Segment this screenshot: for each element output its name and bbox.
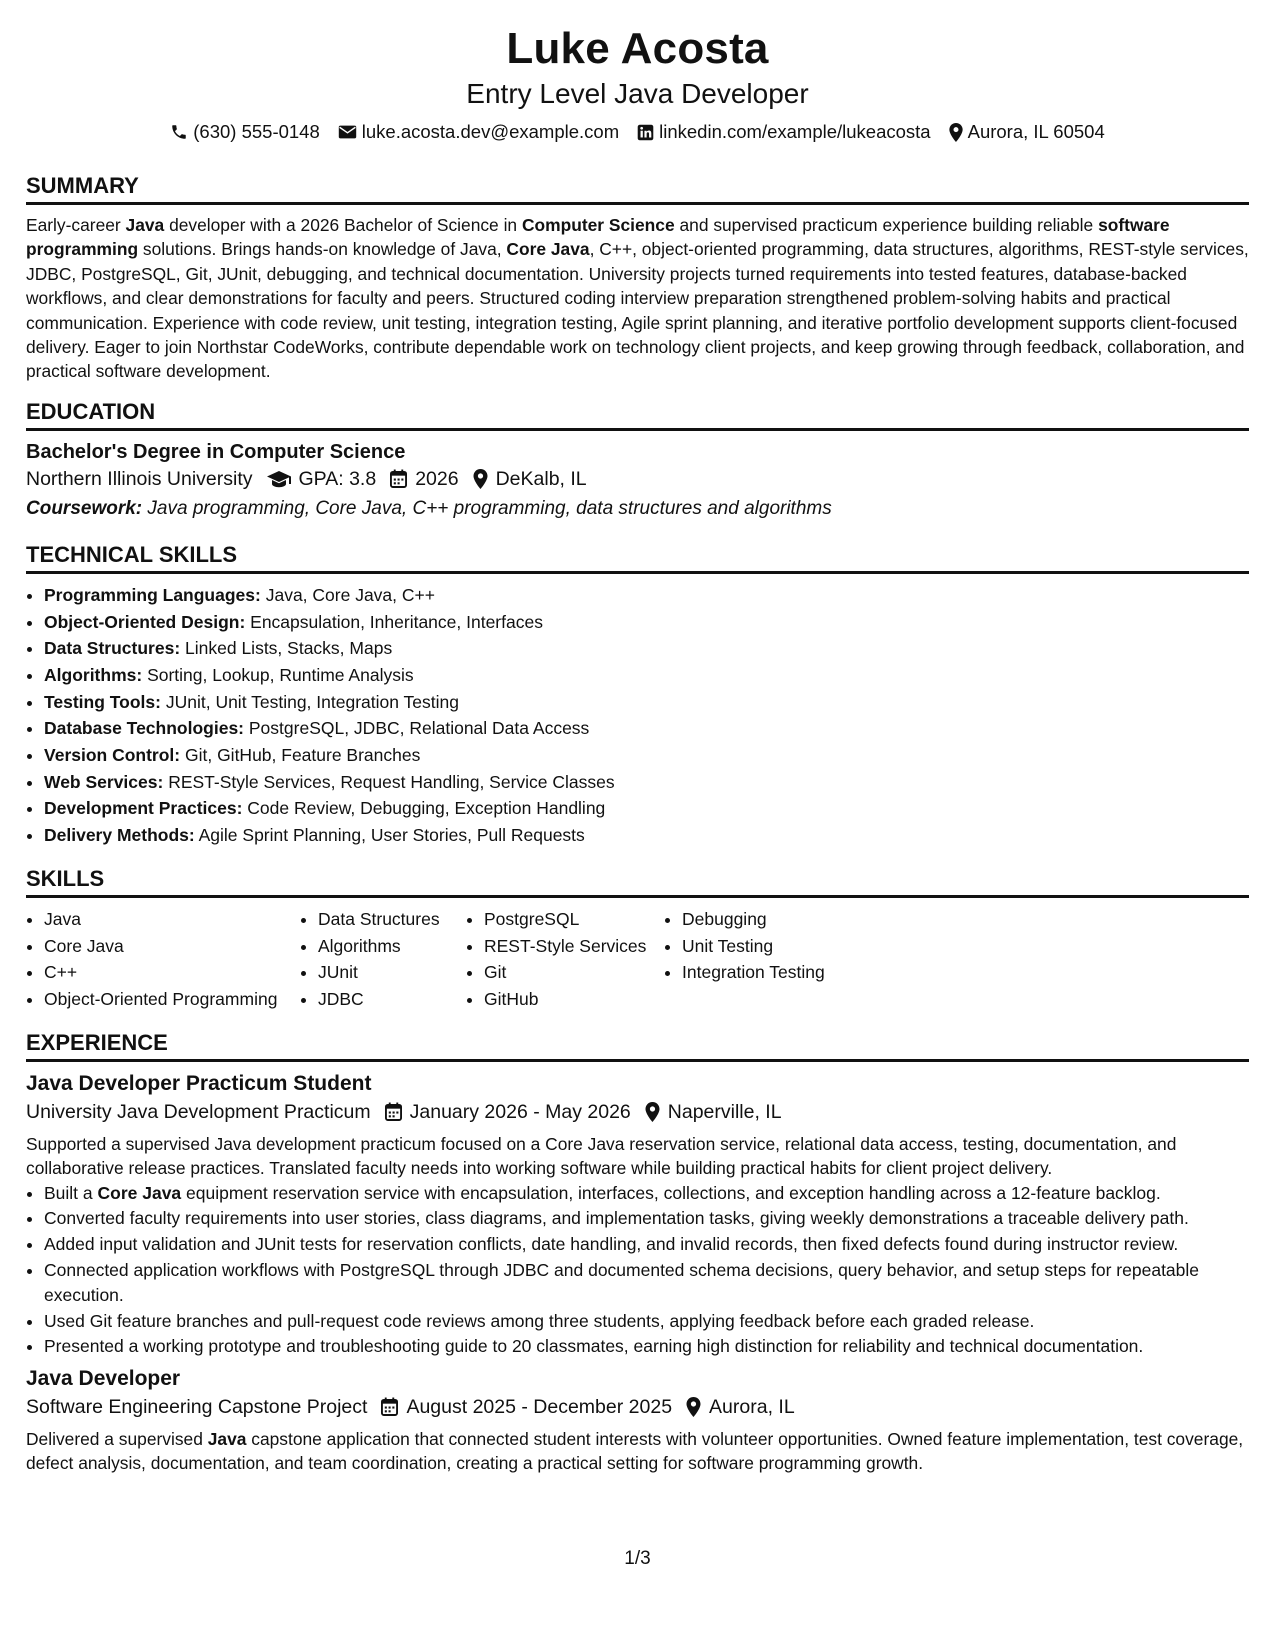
skills-column [664,906,882,1013]
contact-bar [26,120,1249,144]
education-heading: EDUCATION [26,398,1249,431]
list-item: • Java [44,906,300,933]
job-meta [26,1393,1249,1421]
job-description [26,1427,1249,1476]
emphasis-text: Java [125,215,165,235]
list-item [44,742,1249,769]
job-dates: January 2026 - May 2026 [409,1100,631,1123]
skill-category: Data Structures: [44,638,181,659]
text-run: Presented a working prototype and troubleshooting guide to 20 classmates, earning high distinction for reliability and technical documentation. [44,1336,1144,1357]
list-item [44,1181,1249,1205]
list-item [44,609,1249,636]
emphasis-text: Core Java [97,1182,182,1203]
linkedin-icon [637,124,654,141]
text-run: Supported a supervised Java development practicum focused on a Core Java reservation service, relational data access, testing, documentation, and collaborative release practices. Translated faculty needs into working software while building practical habits for client project delivery. [26,1133,1177,1179]
contact-linkedin-text: linkedin.com/example/lukeacosta [659,121,931,142]
coursework-text: Java programming, Core Java, C++ programming, data structures and algorithms [142,497,832,519]
emphasis-text: Java [207,1428,247,1449]
map-pin-icon [645,1102,660,1122]
contact-location-text: Aurora, IL 60504 [967,121,1105,142]
list-item [44,1232,1249,1256]
gpa-value: GPA: 3.8 [298,467,377,490]
contact-email-text: luke.acosta.dev@example.com [361,121,620,142]
text-run: developer with a 2026 Bachelor of Science in [164,215,522,235]
list-item [44,822,1249,849]
text-run: Early-career [26,215,126,235]
job-entry [26,1365,1249,1476]
list-item [44,1206,1249,1230]
list-item: • Git [484,959,664,986]
list-item: • REST-Style Services [484,933,664,960]
emphasis-text: Core Java [506,239,590,260]
skills-column [300,906,466,1013]
degree-title: Bachelor's Degree in Computer Science [26,440,406,463]
contact-linkedin[interactable] [637,120,930,144]
job-entry [26,1070,1249,1359]
list-item: • C++ [44,959,300,986]
emphasis-text: software programming [26,215,1170,260]
skill-values: Linked Lists, Stacks, Maps [180,638,393,659]
text-run: and supervised practicum experience building reliable [674,215,1099,235]
experience-heading: EXPERIENCE [26,1029,1249,1062]
skill-category: Development Practices: [44,798,243,819]
skill-category: Database Technologies: [44,718,245,739]
list-item [44,635,1249,662]
text-run: Added input validation and JUnit tests for reservation conflicts, date handling, and invalid records, then fixed defects found during instructor review. [44,1234,1179,1255]
list-item: • PostgreSQL [484,906,664,933]
job-bullets [26,1181,1249,1359]
list-item [44,795,1249,822]
job-location: Naperville, IL [667,1100,782,1123]
list-item: • Object-Oriented Programming [44,986,300,1013]
contact-phone-text: (630) 555-0148 [193,121,320,142]
calendar-icon [390,469,407,488]
technical-skills-section [26,541,1249,849]
technical-skills-heading: TECHNICAL SKILLS [26,541,1249,574]
job-dates: August 2025 - December 2025 [406,1395,673,1418]
skill-category: Web Services: [44,771,164,792]
contact-location [949,120,1105,144]
education-meta [26,465,1249,493]
job-description [26,1132,1249,1181]
job-organization: University Java Development Practicum [26,1100,371,1123]
skills-grid [26,906,1249,1013]
job-meta [26,1098,1249,1126]
list-item [44,689,1249,716]
calendar-icon [385,1102,402,1121]
skill-values: JUnit, Unit Testing, Integration Testing [160,691,459,712]
skill-values: REST-Style Services, Request Handling, Service Classes [163,771,615,792]
candidate-title: Entry Level Java Developer [466,78,809,109]
contact-phone[interactable] [170,120,320,144]
skills-heading: SKILLS [26,865,1249,898]
emphasis-text: Computer Science [521,215,675,235]
phone-icon [170,123,188,141]
summary-heading: SUMMARY [26,172,1249,205]
job-title: Java Developer [26,1366,181,1390]
list-item [44,582,1249,609]
skill-category: Version Control: [44,745,181,766]
graduation-cap-icon [267,470,291,488]
text-run: equipment reservation service with encapsulation, interfaces, collections, and exception handling across a 12-feature backlog. [181,1182,1161,1203]
skill-values: Code Review, Debugging, Exception Handling [242,798,606,819]
text-run: solutions. Brings hands-on knowledge of Java, [138,239,507,260]
calendar-icon [381,1397,398,1416]
education-section [26,398,1249,523]
skills-section [26,865,1249,1013]
school-name: Northern Illinois University [26,467,253,490]
page-number: 1/3 [624,1548,651,1569]
text-run: capstone application that connected student interests with volunteer opportunities. Owned feature implementation, test coverage, defect analysis, documentation, and team coordination, creating a practical setting for software programming growth. [26,1428,1244,1474]
list-item: • Unit Testing [682,933,882,960]
contact-email[interactable] [338,120,619,144]
job-title: Java Developer Practicum Student [26,1071,372,1095]
list-item: • JDBC [318,986,466,1013]
summary-section [26,172,1249,384]
skill-category: Object-Oriented Design: [44,611,246,632]
graduation-year: 2026 [415,467,459,490]
list-item [44,1334,1249,1358]
job-organization: Software Engineering Capstone Project [26,1395,368,1418]
technical-skills-list [26,582,1249,849]
map-pin-icon [949,123,963,142]
job-location: Aurora, IL [709,1395,795,1418]
candidate-name: Luke Acosta [506,24,769,73]
skills-column [466,906,664,1013]
map-pin-icon [686,1397,701,1417]
skill-values: Sorting, Lookup, Runtime Analysis [142,664,414,685]
skill-values: Git, GitHub, Feature Branches [180,745,421,766]
skill-values: PostgreSQL, JDBC, Relational Data Access [244,718,590,739]
list-item: • Debugging [682,906,882,933]
list-item [44,715,1249,742]
list-item [44,1258,1249,1307]
list-item [44,662,1249,689]
summary-text [26,213,1249,384]
list-item: • Core Java [44,933,300,960]
text-run: Built a [44,1182,98,1203]
list-item: • Data Structures [318,906,466,933]
skill-values: Encapsulation, Inheritance, Interfaces [245,611,543,632]
skill-values: Agile Sprint Planning, User Stories, Pull Requests [194,825,585,846]
map-pin-icon [473,469,488,489]
list-item: • GitHub [484,986,664,1013]
experience-section [26,1029,1249,1476]
skill-category: Algorithms: [44,664,143,685]
text-run: Delivered a supervised [26,1428,208,1449]
list-item: • JUnit [318,959,466,986]
envelope-icon [338,124,357,140]
text-run: Converted faculty requirements into user stories, class diagrams, and implementation tasks, giving weekly demonstrations a traceable delivery path. [44,1208,1189,1229]
text-run: Connected application workflows with PostgreSQL through JDBC and documented schema decisions, query behavior, and setup steps for repeatable execution. [44,1260,1200,1305]
text-run: , C++, object-oriented programming, data structures, algorithms, REST-style services, JDBC, PostgreSQL, Git, JUnit, debugging, and technical documentation. University projects turned requirements into tested features, database-backed workflows, and clear demonstrations for faculty and peers. Structured coding interview preparation strengthened problem-solving habits and practical communication. Experience with code review, unit testing, integration testing, Agile sprint planning, and iterative portfolio development supports client-focused delivery. Eager to join Northstar CodeWorks, contribute dependable work on technology client projects, and keep growing through feedback, collaboration, and practical software development. [26,239,1249,382]
list-item [44,1309,1249,1333]
skill-category: Testing Tools: [44,691,161,712]
coursework-label: Coursework: [26,497,143,519]
resume-header [26,0,1249,144]
list-item [44,769,1249,796]
skill-values: Java, Core Java, C++ [260,584,435,605]
skill-category: Delivery Methods: [44,825,195,846]
list-item: • Integration Testing [682,959,882,986]
skill-category: Programming Languages: [44,584,261,605]
skills-column [26,906,300,1013]
coursework-line [26,495,1249,523]
text-run: Used Git feature branches and pull-request code reviews among three students, applying feedback before each graded release. [44,1310,1035,1331]
school-location: DeKalb, IL [495,467,587,490]
list-item: • Algorithms [318,933,466,960]
